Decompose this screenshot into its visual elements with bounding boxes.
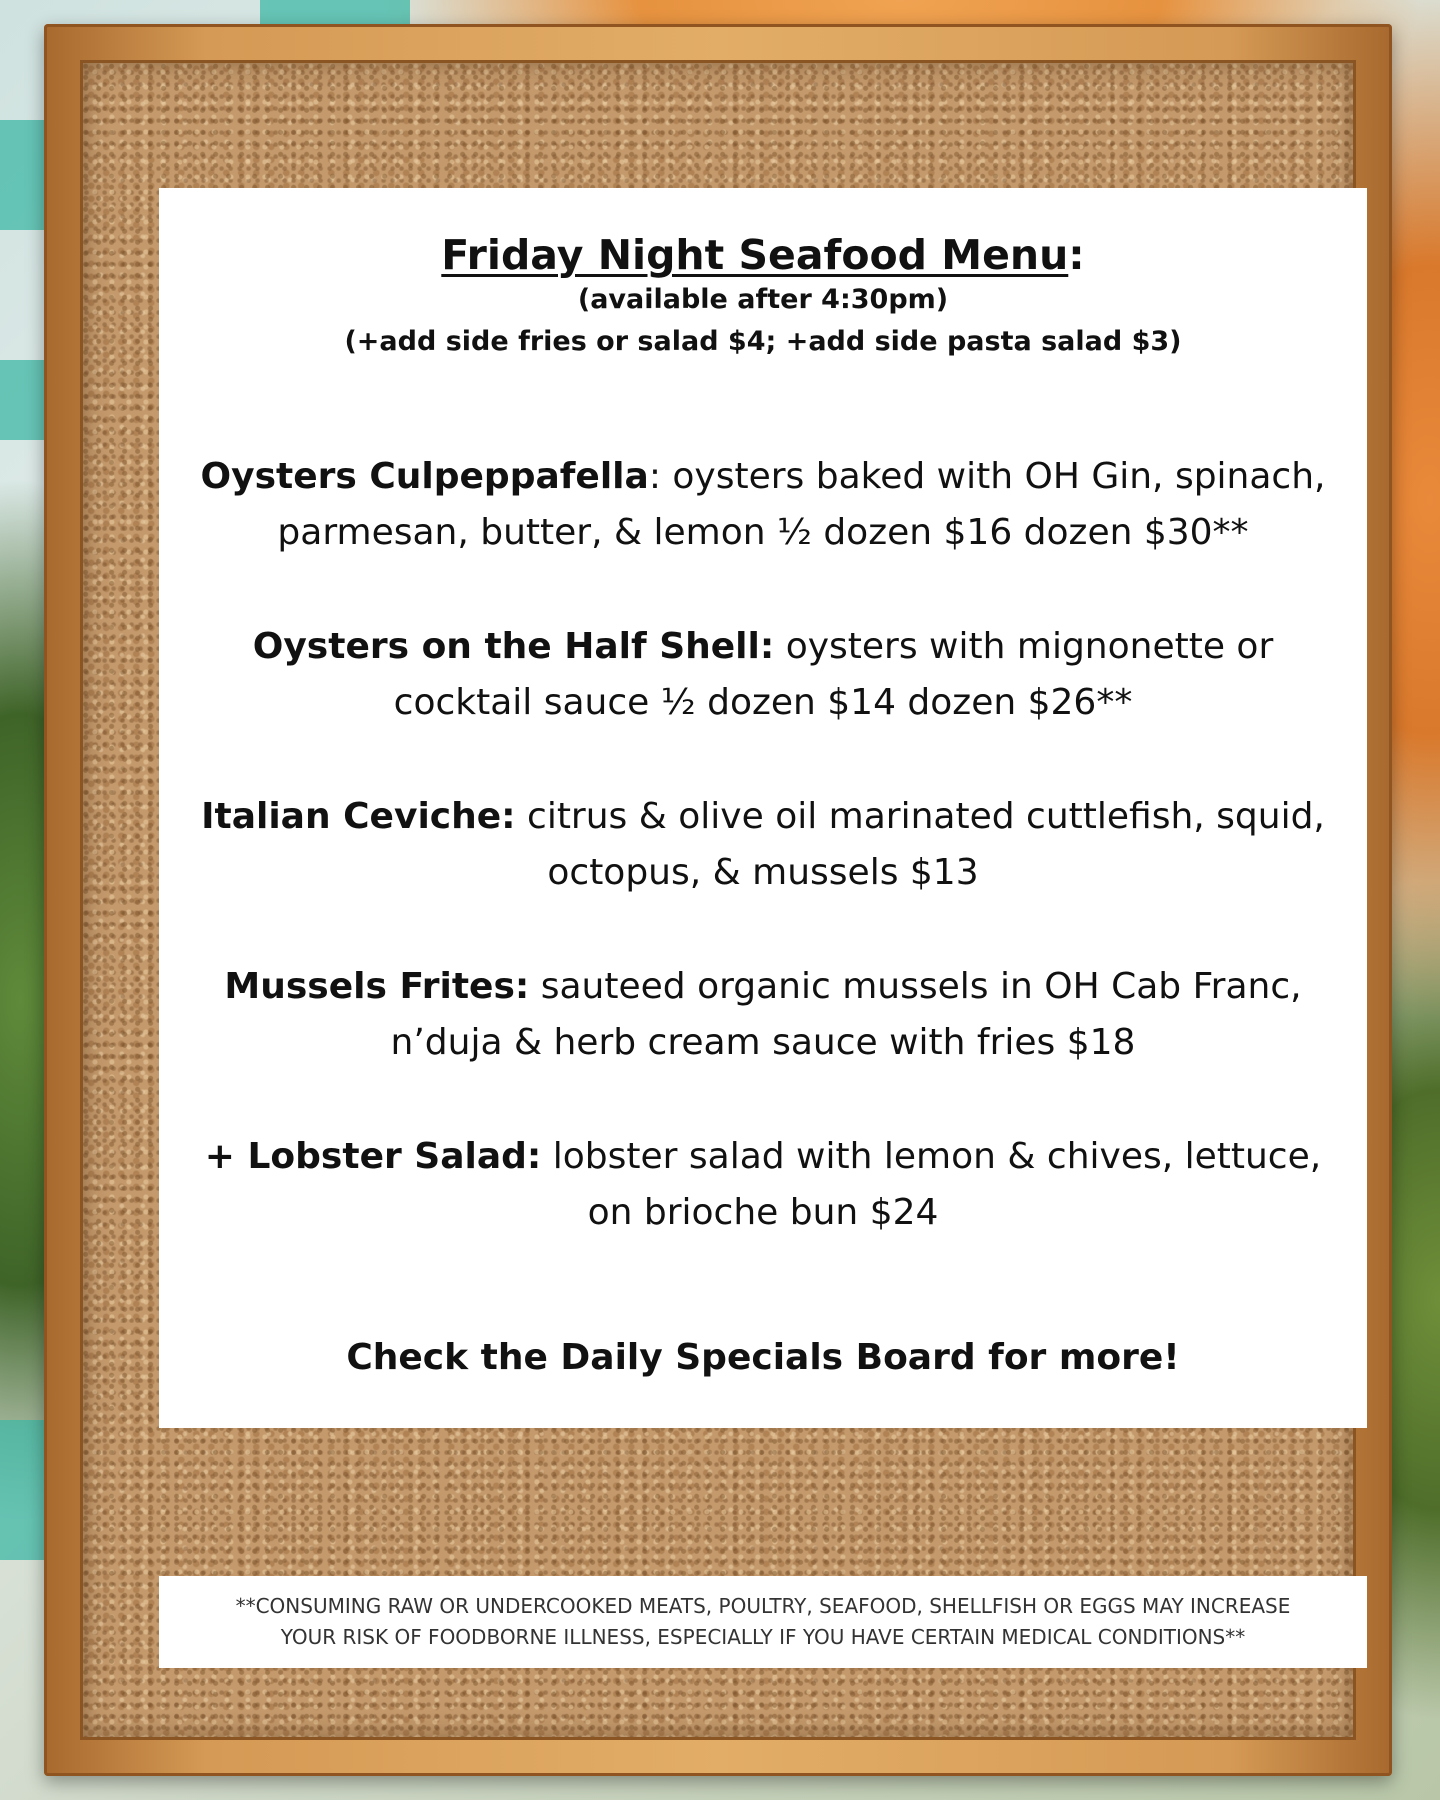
food-safety-disclaimer xyxy=(159,1576,1367,1668)
daily-specials-note: Check the Daily Specials Board for more! xyxy=(346,1337,1180,1378)
menu-title-text: Friday Night Seafood Menu xyxy=(441,231,1069,279)
availability-note: (available after 4:30pm) xyxy=(577,284,949,316)
menu-item-description: oysters with mignonette or xyxy=(774,625,1274,667)
background-checker-tile xyxy=(0,360,44,440)
background-checker-tile xyxy=(0,1420,44,1560)
menu-item xyxy=(183,1129,1343,1241)
menu-item-description: sauteed organic mussels in OH Cab Franc, xyxy=(529,965,1302,1007)
menu-item-name: + Lobster Salad: xyxy=(204,1135,542,1177)
corkboard-frame xyxy=(44,24,1392,1776)
menu-item-description-price: parmesan, butter, & lemon ½ dozen $16 dozen $30** xyxy=(277,511,1249,553)
menu-item xyxy=(183,449,1343,561)
background-checker-tile xyxy=(0,120,44,230)
menu-item-description-price: octopus, & mussels $13 xyxy=(547,851,979,893)
menu-title-colon: : xyxy=(1068,231,1085,279)
disclaimer-line: **CONSUMING RAW OR UNDERCOOKED MEATS, POULTRY, SEAFOOD, SHELLFISH OR EGGS MAY INCREASE xyxy=(235,1594,1291,1618)
menu-item xyxy=(183,789,1343,901)
menu-item-name: Oysters Culpeppafella xyxy=(200,455,649,497)
menu-item xyxy=(183,619,1343,731)
menu-item-description: oysters baked with OH Gin, spinach, xyxy=(660,455,1326,497)
sides-note: (+add side fries or salad $4; +add side pasta salad $3) xyxy=(344,325,1182,357)
corkboard xyxy=(80,60,1356,1740)
disclaimer-line: YOUR RISK OF FOODBORNE ILLNESS, ESPECIALLY IF YOU HAVE CERTAIN MEDICAL CONDITIONS** xyxy=(280,1625,1246,1649)
background-checker-tile xyxy=(260,0,410,24)
menu-item-description: lobster salad with lemon & chives, lettuce, xyxy=(541,1135,1322,1177)
menu-item-description-price: cocktail sauce ½ dozen $14 dozen $26** xyxy=(393,681,1133,723)
menu-item-description: citrus & olive oil marinated cuttlefish, squid, xyxy=(515,795,1325,837)
menu-card xyxy=(159,188,1367,1428)
menu-item-name: Mussels Frites: xyxy=(224,965,530,1007)
menu-item xyxy=(183,959,1343,1071)
menu-item-description-price: n’duja & herb cream sauce with fries $18 xyxy=(390,1021,1136,1063)
menu-title xyxy=(159,232,1367,279)
menu-item-name: Oysters on the Half Shell: xyxy=(252,625,775,667)
menu-item-description-price: on brioche bun $24 xyxy=(587,1191,939,1233)
menu-item-separator: : xyxy=(648,455,661,497)
menu-item-name: Italian Ceviche: xyxy=(201,795,516,837)
menu-items xyxy=(159,449,1367,1241)
